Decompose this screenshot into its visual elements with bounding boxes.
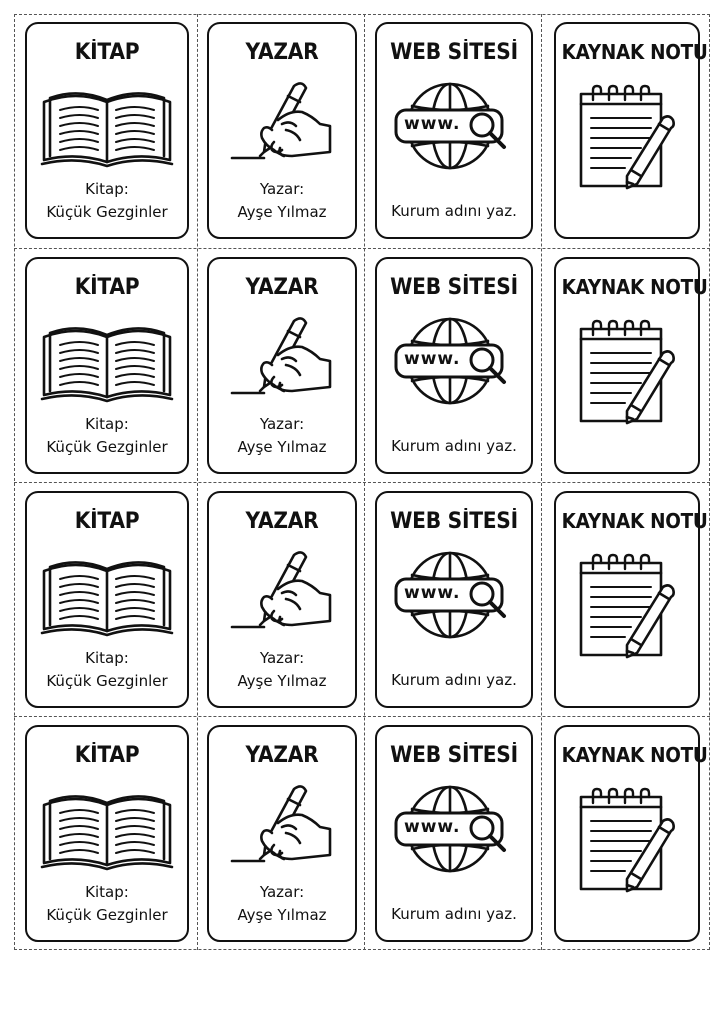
book-value: Küçük Gezginler xyxy=(46,438,168,456)
globe-with-www-search-bar-icon xyxy=(394,783,514,875)
card-title: KAYNAK NOTU xyxy=(561,40,708,64)
book-value: Küçük Gezginler xyxy=(46,672,168,690)
website-card xyxy=(375,22,533,239)
book-label: Kitap: xyxy=(85,415,129,433)
note-card xyxy=(554,491,708,708)
website-card xyxy=(375,491,533,708)
open-book-icon xyxy=(40,555,174,643)
website-caption: Kurum adını yaz. xyxy=(391,202,517,220)
author-card xyxy=(207,725,357,942)
website-caption: Kurum adını yaz. xyxy=(391,437,517,455)
card-title: YAZAR xyxy=(245,40,319,65)
book-card xyxy=(25,725,189,942)
book-card xyxy=(25,22,189,239)
www-text: www. xyxy=(404,114,461,134)
hand-writing-with-pen-icon xyxy=(230,783,334,871)
notepad-with-pencil-icon xyxy=(575,553,679,663)
www-text: www. xyxy=(404,583,461,603)
card-title: KAYNAK NOTU xyxy=(561,275,708,299)
book-card xyxy=(25,491,189,708)
website-art xyxy=(394,80,514,172)
author-value: Ayşe Yılmaz xyxy=(237,672,327,690)
author-card xyxy=(207,22,357,239)
card-title: WEB SİTESİ xyxy=(390,743,518,768)
book-label: Kitap: xyxy=(85,883,129,901)
card-title: YAZAR xyxy=(245,743,319,768)
www-text: www. xyxy=(404,817,461,837)
notepad-with-pencil-icon xyxy=(575,84,679,194)
book-card xyxy=(25,257,189,474)
globe-with-www-search-bar-icon xyxy=(394,315,514,407)
author-label: Yazar: xyxy=(259,649,305,667)
author-label: Yazar: xyxy=(259,180,305,198)
book-value: Küçük Gezginler xyxy=(46,203,168,221)
notepad-with-pencil-icon xyxy=(575,319,679,429)
author-card xyxy=(207,491,357,708)
website-art xyxy=(394,549,514,641)
card-title: KAYNAK NOTU xyxy=(561,743,708,767)
website-card xyxy=(375,257,533,474)
hand-writing-with-pen-icon xyxy=(230,80,334,168)
website-caption: Kurum adını yaz. xyxy=(391,671,517,689)
card-title: KAYNAK NOTU xyxy=(561,509,708,533)
hand-writing-with-pen-icon xyxy=(230,549,334,637)
notepad-with-pencil-icon xyxy=(575,787,679,897)
card-title: KİTAP xyxy=(74,275,140,300)
card-title: WEB SİTESİ xyxy=(390,275,518,300)
www-text: www. xyxy=(404,349,461,369)
card-title: WEB SİTESİ xyxy=(390,40,518,65)
open-book-icon xyxy=(40,86,174,174)
card-title: WEB SİTESİ xyxy=(390,509,518,534)
website-art xyxy=(394,315,514,407)
website-art xyxy=(394,783,514,875)
website-caption: Kurum adını yaz. xyxy=(391,905,517,923)
book-label: Kitap: xyxy=(85,180,129,198)
book-value: Küçük Gezginler xyxy=(46,906,168,924)
horizontal-cut-line xyxy=(14,482,710,483)
horizontal-cut-line xyxy=(14,716,710,717)
card-title: KİTAP xyxy=(74,509,140,534)
horizontal-cut-line xyxy=(14,248,710,249)
hand-writing-with-pen-icon xyxy=(230,315,334,403)
author-label: Yazar: xyxy=(259,883,305,901)
author-card xyxy=(207,257,357,474)
website-card xyxy=(375,725,533,942)
note-card xyxy=(554,22,708,239)
open-book-icon xyxy=(40,321,174,409)
card-title: KİTAP xyxy=(74,743,140,768)
globe-with-www-search-bar-icon xyxy=(394,80,514,172)
book-label: Kitap: xyxy=(85,649,129,667)
open-book-icon xyxy=(40,789,174,877)
author-value: Ayşe Yılmaz xyxy=(237,438,327,456)
card-title: KİTAP xyxy=(74,40,140,65)
globe-with-www-search-bar-icon xyxy=(394,549,514,641)
card-title: YAZAR xyxy=(245,509,319,534)
note-card xyxy=(554,725,708,942)
card-title: YAZAR xyxy=(245,275,319,300)
author-value: Ayşe Yılmaz xyxy=(237,203,327,221)
author-value: Ayşe Yılmaz xyxy=(237,906,327,924)
author-label: Yazar: xyxy=(259,415,305,433)
note-card xyxy=(554,257,708,474)
